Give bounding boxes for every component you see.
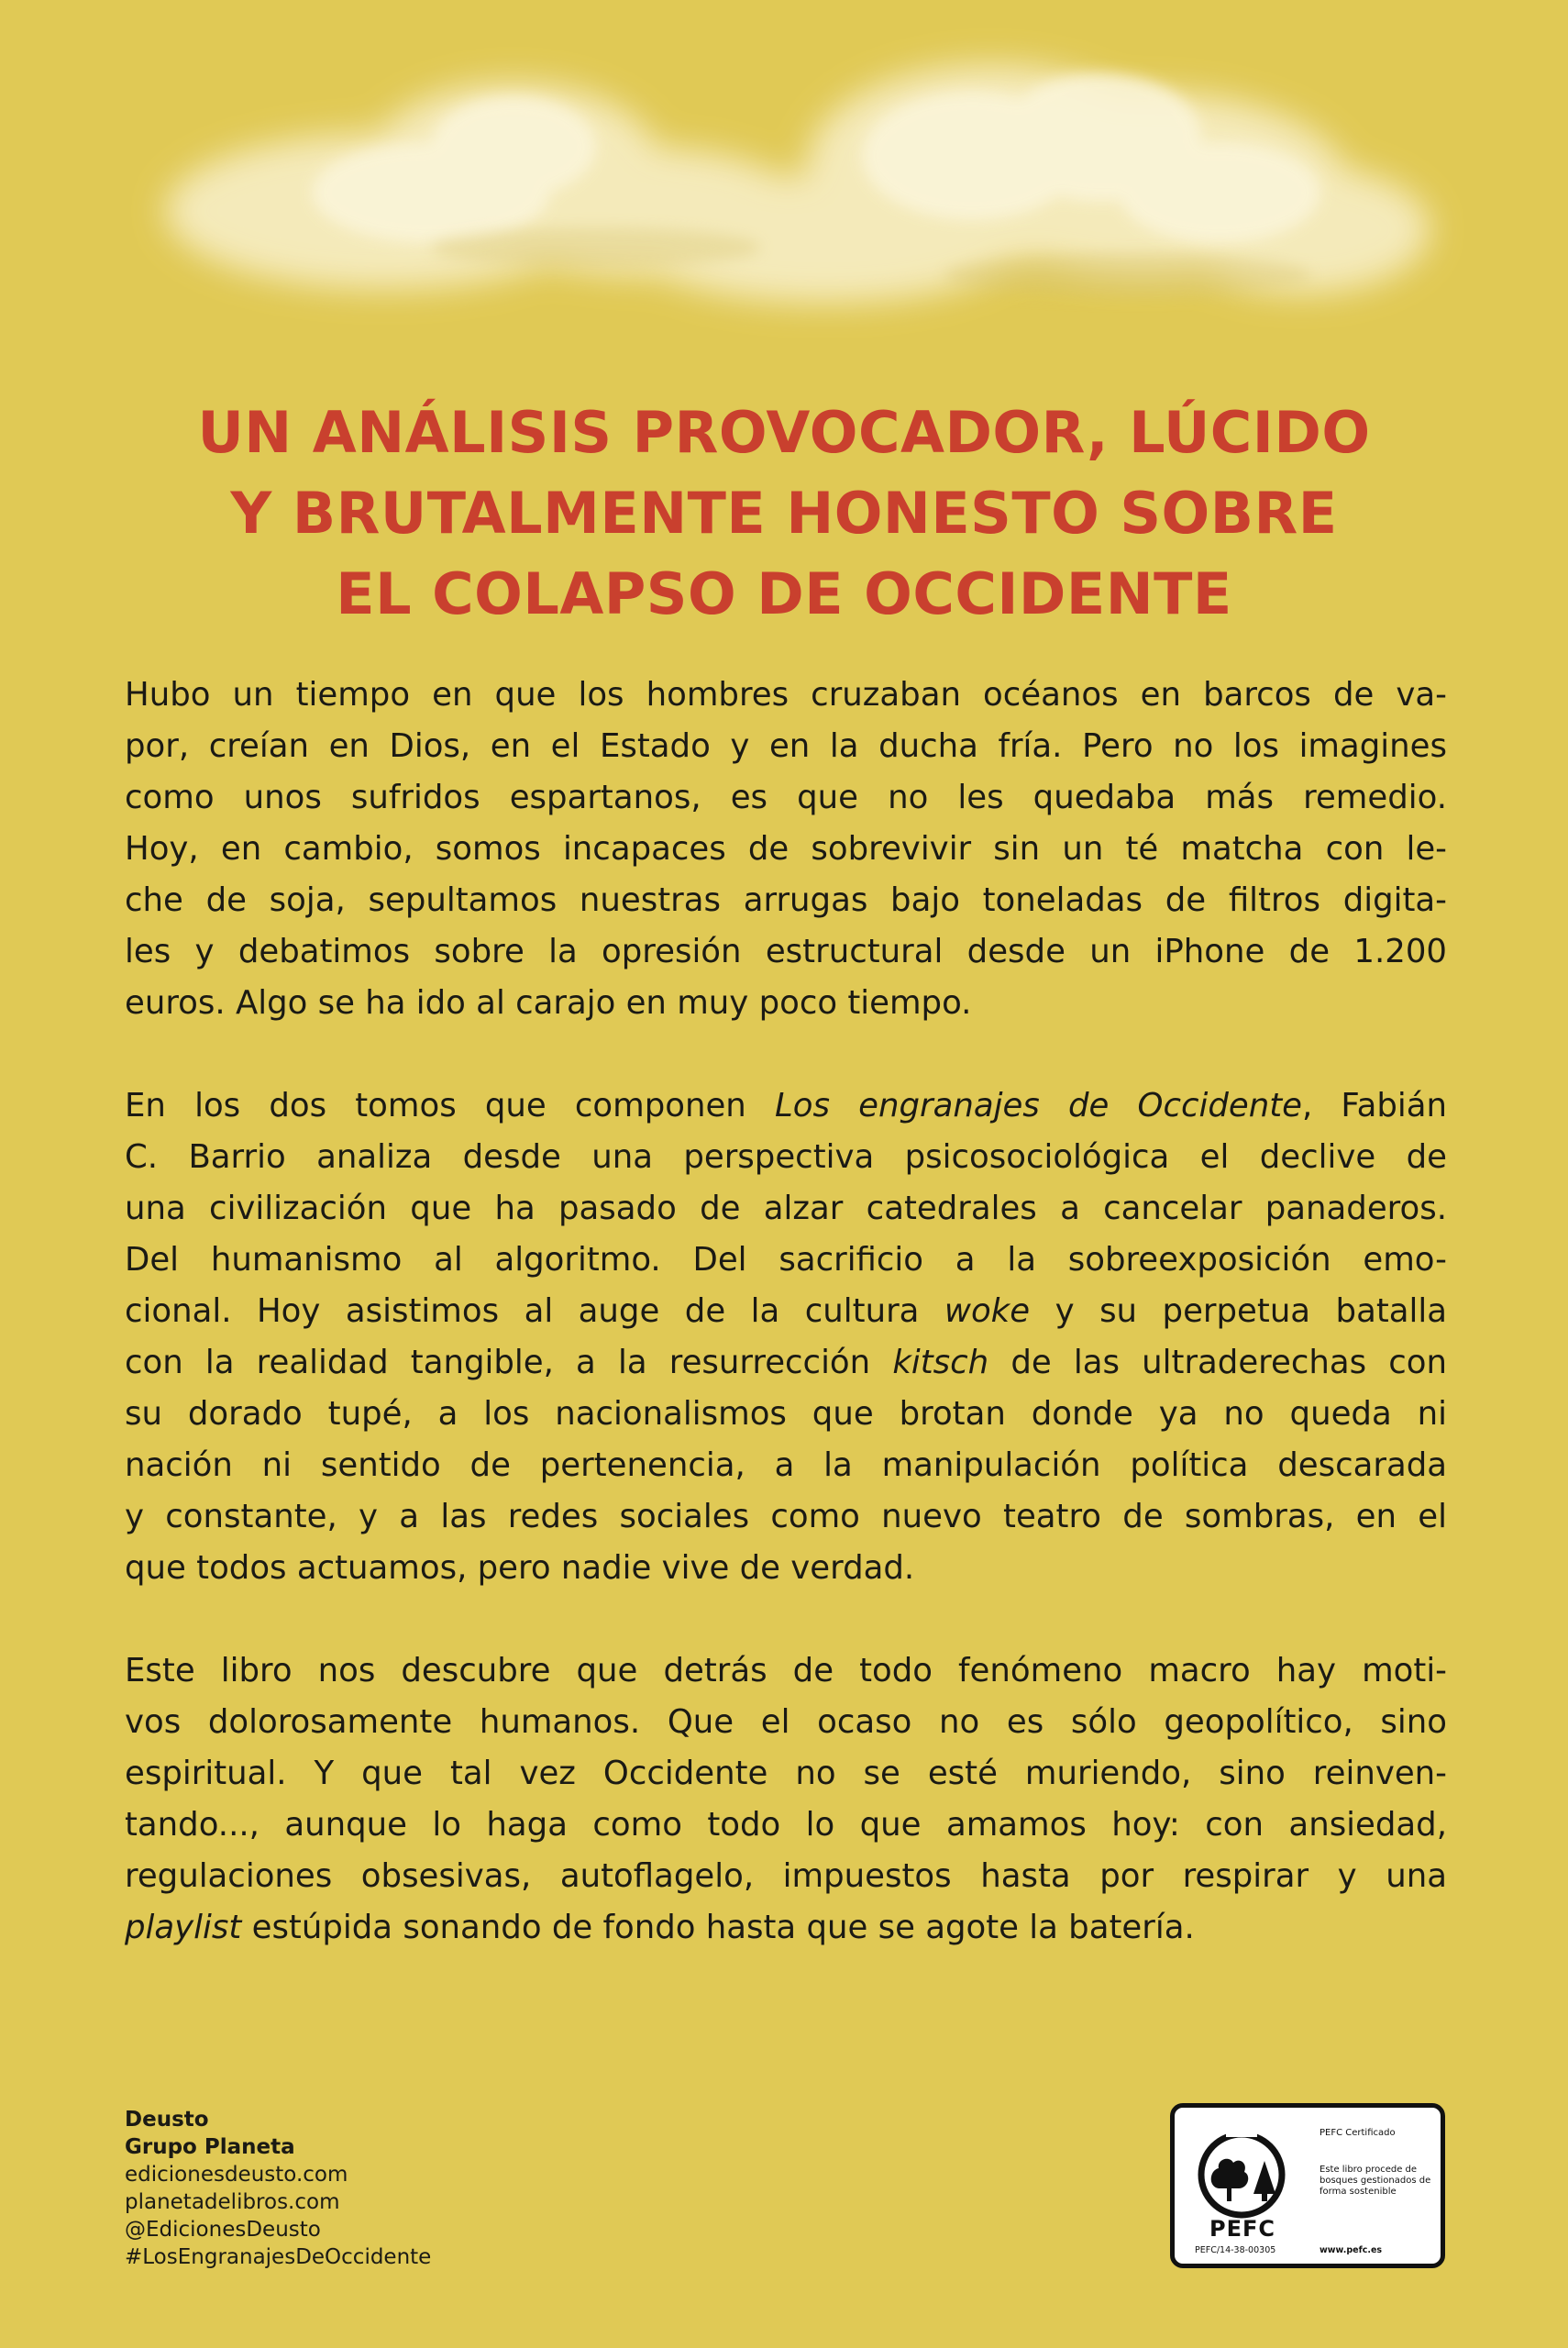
text-line: una civilización que ha pasado de alzar catedrales a cancelar panaderos. — [125, 1190, 1447, 1227]
text-line: vos dolorosamente humanos. Que el ocaso no es sólo geopolítico, sino — [125, 1703, 1447, 1741]
back-cover-text — [125, 670, 1447, 1954]
text-line: nación ni sentido de pertenencia, a la manipulación política descarada — [125, 1446, 1447, 1484]
text-line: C. Barrio analiza desde una perspectiva psicosociológica el declive de — [125, 1138, 1447, 1176]
text-line: Hubo un tiempo en que los hombres cruzaban océanos en barcos de va- — [125, 676, 1447, 714]
text-line: che de soja, sepultamos nuestras arrugas bajo toneladas de filtros digita- — [125, 881, 1447, 919]
publisher-group: Grupo Planeta — [125, 2135, 295, 2159]
paragraph-2 — [125, 1080, 1447, 1594]
italic-term: woke — [944, 1292, 1031, 1330]
text-run: y su perpetua batalla — [1030, 1292, 1447, 1330]
publisher-name: Deusto — [125, 2108, 209, 2132]
text-line: por, creían en Dios, en el Estado y en la ducha fría. Pero no los imagines — [125, 727, 1447, 765]
pefc-certified-label: PEFC Certificado — [1320, 2128, 1396, 2138]
text-line — [125, 1902, 1447, 1954]
publisher-info — [125, 2106, 431, 2271]
text-line: y constante, y a las redes sociales como nuevo teatro de sombras, en el — [125, 1498, 1447, 1535]
paragraph-3 — [125, 1645, 1447, 1954]
text-run: con la realidad tangible, a la resurrección — [125, 1344, 893, 1381]
text-line: Del humanismo al algoritmo. Del sacrificio a la sobreexposición emo- — [125, 1241, 1447, 1279]
text-line: regulaciones obsesivas, autoflagelo, impuestos hasta por respirar y una — [125, 1857, 1447, 1895]
publisher-website: planetadelibros.com — [125, 2190, 340, 2214]
publisher-website: edicionesdeusto.com — [125, 2163, 348, 2187]
headline-line: Y BRUTALMENTE HONESTO SOBRE — [230, 480, 1338, 547]
text-line: Hoy, en cambio, somos incapaces de sobrevivir sin un té matcha con le- — [125, 830, 1447, 868]
text-run: cional. Hoy asistimos al auge de la cultura — [125, 1292, 944, 1330]
headline — [0, 393, 1568, 635]
text-line: les y debatimos sobre la opresión estructural desde un iPhone de 1.200 — [125, 933, 1447, 970]
clouds-illustration — [0, 0, 1568, 367]
text-line — [125, 1080, 1447, 1132]
book-hashtag: #LosEngranajesDeOccidente — [125, 2245, 432, 2269]
text-line: Este libro nos descubre que detrás de todo fenómeno macro hay moti- — [125, 1652, 1447, 1689]
text-line: espiritual. Y que tal vez Occidente no se esté muriendo, sino reinven- — [125, 1755, 1447, 1792]
text-line: como unos sufridos espartanos, es que no les quedaba más remedio. — [125, 779, 1447, 816]
pefc-url: www.pefc.es — [1320, 2245, 1383, 2255]
text-line: su dorado tupé, a los nacionalismos que brotan donde ya no queda ni — [125, 1395, 1447, 1433]
text-run: En los dos tomos que componen — [125, 1087, 775, 1124]
pefc-certification-badge — [1170, 2103, 1445, 2268]
social-handle: @EdicionesDeusto — [125, 2218, 321, 2242]
text-run: de las ultraderechas con — [988, 1344, 1447, 1381]
pefc-description: Este libro procede de bosques gestionados de forma sostenible — [1320, 2165, 1431, 2197]
text-line — [125, 1337, 1447, 1389]
text-line: euros. Algo se ha ido al carajo en muy poco tiempo. — [125, 984, 972, 1022]
text-line: tando..., aunque lo haga como todo lo que amamos hoy: con ansiedad, — [125, 1806, 1447, 1844]
text-run: estúpida sonando de fondo hasta que se agote la batería. — [241, 1909, 1195, 1946]
pefc-trees-logo-icon — [1191, 2124, 1292, 2225]
paragraph-1 — [125, 670, 1447, 1029]
italic-term: kitsch — [892, 1344, 989, 1381]
book-title: Los engranajes de Occidente — [774, 1087, 1302, 1124]
headline-line: EL COLAPSO DE OCCIDENTE — [336, 560, 1232, 627]
italic-term: playlist — [125, 1909, 242, 1946]
text-line — [125, 1286, 1447, 1337]
headline-line: UN ANÁLISIS PROVOCADOR, LÚCIDO — [197, 399, 1371, 466]
pefc-license-code: PEFC/14-38-00305 — [1195, 2245, 1276, 2255]
pefc-wordmark: PEFC — [1209, 2216, 1275, 2242]
text-run: , Fabián — [1301, 1087, 1447, 1124]
text-line: que todos actuamos, pero nadie vive de verdad. — [125, 1549, 915, 1587]
